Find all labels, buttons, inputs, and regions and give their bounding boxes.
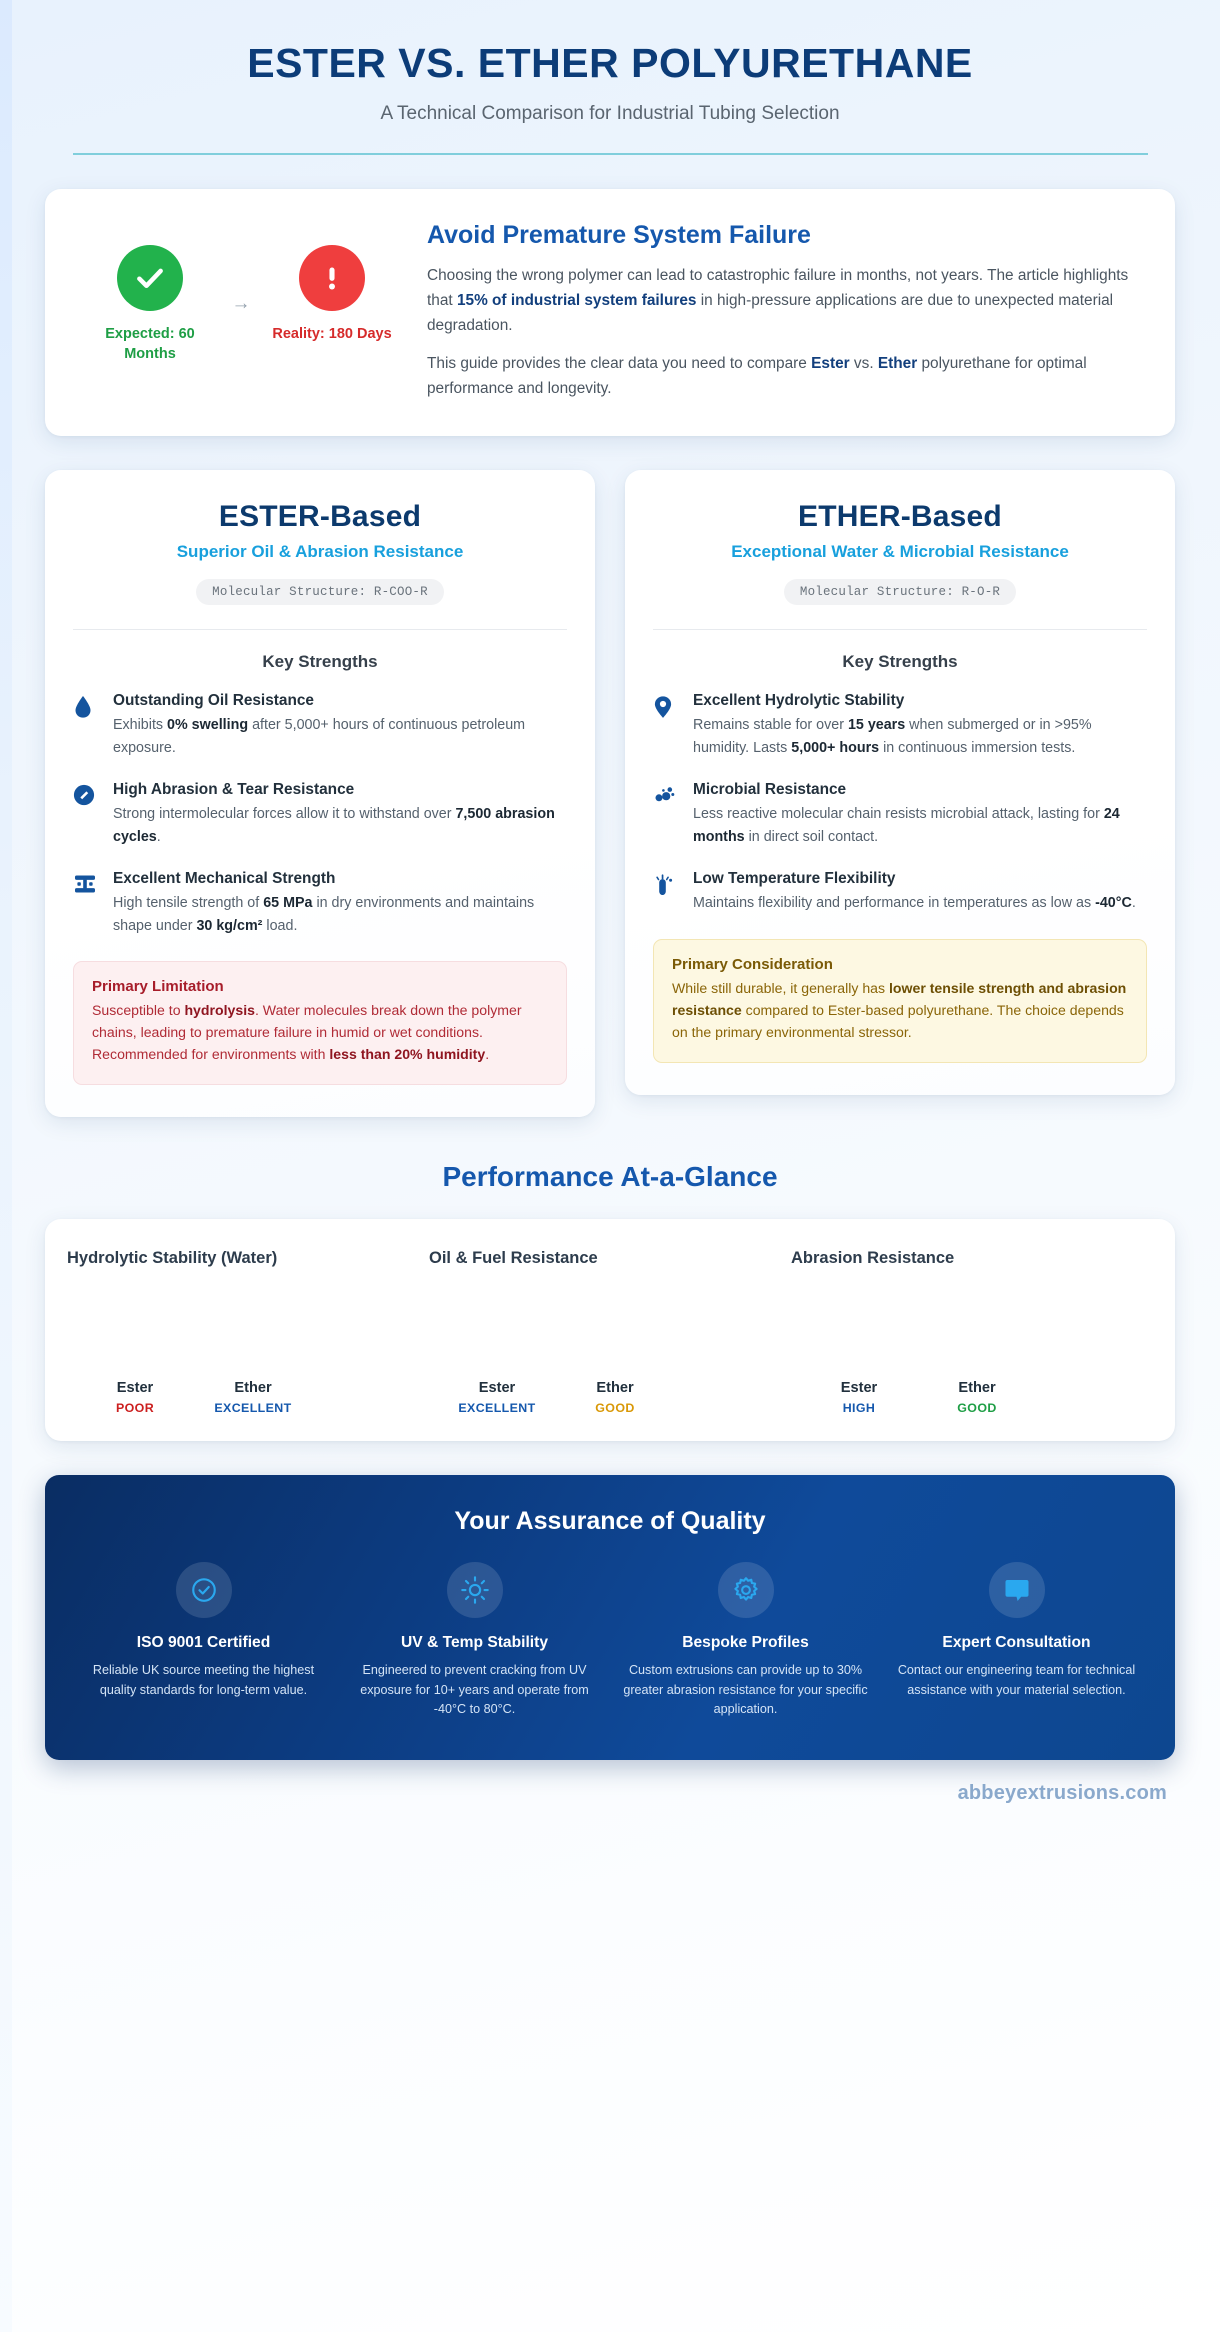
list-item-text — [693, 692, 1147, 759]
desc-highlight-1: 65 MPa — [263, 895, 313, 912]
ether-consideration-note — [653, 939, 1147, 1063]
ester-title: ESTER-Based — [218, 499, 422, 533]
chart-group-title: Abrasion Resistance — [791, 1249, 955, 1268]
performance-chart — [45, 1219, 1175, 1441]
page-header — [45, 0, 1175, 155]
p2-ester: Ester — [811, 355, 850, 372]
premature-failure-card — [45, 189, 1175, 436]
p1-highlight: 15% of industrial system failures — [456, 292, 697, 310]
ester-subtitle: Superior Oil & Abrasion Resistance — [176, 541, 464, 561]
chart-group-oil-fuel-resistance — [429, 1249, 791, 1415]
snowflake-thermometer-icon — [653, 870, 679, 915]
list-item-text — [113, 781, 567, 848]
desc-a: Remains stable for over — [693, 717, 848, 733]
water-drop-icon — [653, 692, 679, 759]
list-item-text — [113, 692, 567, 759]
p2-part-c: vs. — [849, 355, 878, 372]
chart-groups — [67, 1249, 1153, 1415]
note-heading: Primary Limitation — [92, 978, 224, 996]
list-item — [73, 870, 567, 937]
ether-molecular-structure-badge: Molecular Structure: R-O-R — [784, 579, 1016, 605]
ester-divider — [73, 629, 567, 630]
sun-icon — [447, 1562, 503, 1618]
note-c: . Water molecules break down the polymer chains, leading to premature failure in humid or wet conditions. Recommended for environments with — [92, 1002, 522, 1063]
premature-failure-paragraph-2 — [427, 352, 1141, 402]
performance-section-title: Performance At-a-Glance — [442, 1161, 778, 1193]
page-subtitle: A Technical Comparison for Industrial Tubing Selection — [380, 103, 840, 125]
legend-material: Ether — [958, 1380, 996, 1397]
premature-failure-body — [427, 219, 1141, 402]
brand-url: abbeyextrusions.com — [957, 1781, 1167, 1804]
feature-description — [693, 892, 1147, 915]
feature-name: Excellent Hydrolytic Stability — [693, 692, 905, 709]
assurance-text: Reliable UK source meeting the highest quality standards for long-term value. — [92, 1663, 315, 1697]
ester-limitation-note — [73, 961, 567, 1085]
legend-material: Ester — [840, 1380, 878, 1397]
assurance-item-consultation — [888, 1562, 1145, 1720]
assurance-heading: UV & Temp Stability — [400, 1634, 548, 1652]
assurance-text: Engineered to prevent cracking from UV exposure for 10+ years and operate from -40°C to 80°C. — [360, 1663, 589, 1717]
list-item-text — [693, 870, 1147, 915]
legend-rating: HIGH — [842, 1401, 876, 1416]
ether-card — [625, 470, 1175, 1095]
legend-item-ester — [817, 1380, 901, 1415]
premature-failure-paragraph-1 — [427, 264, 1141, 339]
ester-molecular-structure-badge: Molecular Structure: R-COO-R — [196, 579, 444, 605]
abrasion-shield-icon — [73, 781, 99, 848]
feature-description — [693, 803, 1147, 848]
legend-item-ether — [211, 1380, 295, 1415]
list-item — [653, 870, 1147, 915]
list-item — [73, 692, 567, 759]
legend-item-ester — [93, 1380, 177, 1415]
ether-key-strengths-heading: Key Strengths — [842, 652, 958, 671]
assurance-text: Contact our engineering team for technical assistance with your material selection. — [897, 1663, 1136, 1697]
gear-icon — [718, 1562, 774, 1618]
ether-title: ETHER-Based — [798, 499, 1002, 533]
assurance-item-uv-temp — [346, 1562, 603, 1720]
list-item — [73, 781, 567, 848]
desc-c: . — [156, 828, 161, 845]
page-title: ESTER VS. ETHER POLYURETHANE — [247, 40, 973, 86]
chart-group-abrasion-resistance — [791, 1249, 1153, 1415]
feature-description — [113, 803, 567, 848]
chart-group-legend — [67, 1380, 429, 1415]
exclamation-circle-icon — [299, 245, 365, 311]
note-highlight-1: hydrolysis — [184, 1002, 255, 1019]
note-c: compared to Ester-based polyurethane. The choice depends on the primary environmental stressor. — [672, 1001, 1124, 1040]
note-highlight: lower tensile strength and abrasion resistance — [672, 979, 1127, 1018]
desc-highlight-2: 5,000+ hours — [791, 739, 880, 756]
legend-item-ether — [573, 1380, 657, 1415]
list-item — [653, 781, 1147, 848]
reality-column — [268, 245, 396, 345]
chart-group-title: Oil & Fuel Resistance — [429, 1249, 598, 1268]
ester-feature-list — [73, 692, 567, 937]
ester-key-strengths-heading: Key Strengths — [262, 652, 378, 671]
legend-rating: EXCELLENT — [458, 1401, 536, 1416]
arrow-right-icon: → — [231, 293, 251, 315]
reality-label: Reality: 180 Days — [272, 326, 392, 343]
feature-name: Outstanding Oil Resistance — [113, 692, 314, 709]
list-item-text — [693, 781, 1147, 848]
desc-highlight: 24 months — [693, 806, 1120, 845]
expected-column — [86, 245, 214, 364]
assurance-heading: ISO 9001 Certified — [136, 1634, 271, 1652]
legend-rating: EXCELLENT — [214, 1401, 292, 1416]
desc-a: Exhibits — [113, 717, 168, 733]
assurance-text: Custom extrusions can provide up to 30% greater abrasion resistance for your specific application. — [623, 1663, 868, 1717]
check-badge-icon — [176, 1562, 232, 1618]
desc-a: Strong intermolecular forces allow it to withstand over — [113, 806, 456, 823]
note-highlight-2: less than 20% humidity — [329, 1046, 486, 1063]
legend-material: Ether — [596, 1380, 634, 1397]
chart-group-legend — [791, 1380, 1153, 1415]
ether-divider — [653, 629, 1147, 630]
chart-group-hydrolytic-stability — [67, 1249, 429, 1415]
legend-rating: GOOD — [595, 1401, 635, 1416]
assurance-item-bespoke — [617, 1562, 874, 1720]
p2-ether: Ether — [877, 355, 918, 372]
assurance-grid — [75, 1562, 1145, 1720]
legend-material: Ester — [116, 1380, 154, 1397]
tensile-strength-icon — [73, 870, 99, 937]
note-heading: Primary Consideration — [672, 955, 833, 973]
assurance-item-iso — [75, 1562, 332, 1720]
ether-subtitle: Exceptional Water & Microbial Resistance — [731, 541, 1069, 561]
desc-c: in dry environments and maintains shape under — [113, 895, 535, 934]
legend-material: Ester — [478, 1380, 516, 1397]
chat-bubble-icon — [989, 1562, 1045, 1618]
note-a: Susceptible to — [92, 1002, 185, 1019]
note-body — [92, 1000, 548, 1066]
legend-rating: GOOD — [957, 1401, 997, 1416]
desc-highlight: 7,500 abrasion cycles — [113, 806, 555, 845]
feature-name: Microbial Resistance — [693, 781, 847, 799]
p2-part-a: This guide provides the clear data you need to compare — [427, 355, 812, 372]
note-body — [672, 978, 1128, 1044]
microbe-icon — [653, 781, 679, 848]
legend-item-ether — [935, 1380, 1019, 1415]
chart-plot-area — [791, 1272, 1153, 1380]
ester-card — [45, 470, 595, 1118]
feature-name: Low Temperature Flexibility — [693, 870, 896, 888]
desc-e: load. — [262, 917, 298, 934]
assurance-section — [45, 1475, 1175, 1760]
note-a: While still durable, it generally has — [672, 979, 889, 996]
desc-c: when submerged or in >95% humidity. Lasts — [693, 717, 1092, 756]
desc-a: Maintains flexibility and performance in temperatures as low as — [693, 895, 1096, 912]
chart-plot-area — [429, 1272, 791, 1380]
expectation-vs-reality-visual — [71, 219, 411, 364]
p1-part-a: Choosing the wrong polymer can lead to catastrophic failure in months, not years. The article highlights that — [427, 267, 1129, 310]
desc-a: High tensile strength of — [113, 895, 264, 912]
p1-part-c: in high-pressure applications are due to unexpected material degradation. — [427, 292, 1114, 335]
legend-rating: POOR — [115, 1401, 155, 1416]
assurance-title: Your Assurance of Quality — [454, 1507, 766, 1536]
chart-plot-area — [67, 1272, 429, 1380]
header-divider — [73, 153, 1148, 155]
list-item-text — [113, 870, 567, 937]
legend-material: Ether — [234, 1380, 272, 1397]
feature-description — [693, 714, 1147, 759]
chart-group-title: Hydrolytic Stability (Water) — [67, 1249, 278, 1268]
feature-description — [113, 714, 567, 759]
assurance-heading: Expert Consultation — [942, 1634, 1091, 1652]
feature-name: Excellent Mechanical Strength — [113, 870, 336, 888]
desc-a: Less reactive molecular chain resists microbial attack, lasting for — [693, 806, 1104, 823]
chart-group-legend — [429, 1380, 791, 1415]
legend-item-ester — [455, 1380, 539, 1415]
premature-failure-heading: Avoid Premature System Failure — [427, 221, 811, 250]
oil-drop-icon — [73, 692, 99, 759]
desc-highlight: -40°C — [1095, 895, 1132, 912]
desc-c: after 5,000+ hours of continuous petroleum exposure. — [113, 717, 526, 756]
material-comparison — [45, 470, 1175, 1118]
desc-c: . — [1131, 895, 1136, 912]
feature-description — [113, 892, 567, 937]
note-e: . — [485, 1046, 490, 1063]
assurance-heading: Bespoke Profiles — [682, 1634, 809, 1652]
check-circle-icon — [117, 245, 183, 311]
desc-c: in direct soil contact. — [744, 828, 879, 845]
expected-label: Expected: 60 Months — [105, 326, 195, 362]
feature-name: High Abrasion & Tear Resistance — [113, 781, 355, 799]
list-item — [653, 692, 1147, 759]
p2-part-e: polyurethane for optimal performance and longevity. — [427, 355, 1087, 397]
desc-highlight-1: 15 years — [847, 717, 906, 733]
desc-highlight-2: 30 kg/cm² — [196, 917, 263, 934]
desc-highlight: 0% swelling — [167, 717, 249, 733]
ether-feature-list — [653, 692, 1147, 915]
desc-e: in continuous immersion tests. — [879, 739, 1076, 756]
